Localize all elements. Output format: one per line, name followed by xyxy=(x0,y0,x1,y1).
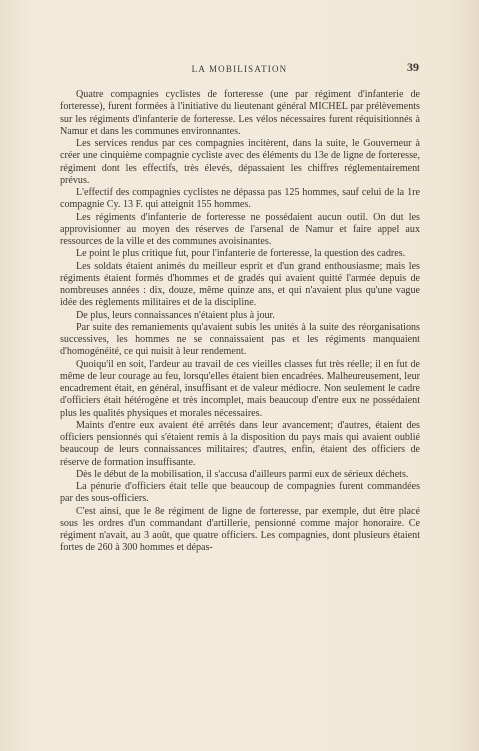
paragraph: Les services rendus par ces compagnies incitèrent, dans la suite, le Gouverneur à créer une cinquième compagnie cycliste avec des éléments du 13e de ligne de forteresse, régiment dont les effectifs, très élevés, dépassaient les chiffres réglementairement prévus. xyxy=(60,138,420,186)
page-number: 39 xyxy=(407,60,419,74)
paragraph: Les régiments d'infanterie de forteresse ne possédaient aucun outil. On dut les approvisionner au moyen des réserves de l'arsenal de Namur et faire appel aux ressources de la ville et des communes avoisinantes. xyxy=(60,211,420,247)
paragraph: Maints d'entre eux avaient été arrêtés dans leur avancement; d'autres, étaient des officiers pensionnés qui s'étaient remis à la disposition du pays mais qui avaient oublié beaucoup de leurs connaissances militaires; d'autres, enfin, étaient des officiers de réserve de formation insuffisante. xyxy=(60,419,420,468)
paragraph: L'effectif des compagnies cyclistes ne dépassa pas 125 hommes, sauf celui de la 1re compagnie Cy. 13 F. qui atteignit 155 hommes. xyxy=(60,187,420,211)
body-text xyxy=(60,89,420,555)
paragraph: Quatre compagnies cyclistes de forteresse (une par régiment d'infanterie de forteresse), furent formées à l'initiative du lieutenant général MICHEL par prélèvements sur les régiments d'infanterie de forteresse. Les vélos nécessaires furent réquisitionnés à Namur et dans les communes environnantes. xyxy=(60,89,420,137)
paragraph: De plus, leurs connaissances n'étaient plus à jour. xyxy=(76,309,275,321)
paragraph: La pénurie d'officiers était telle que beaucoup de compagnies furent commandées par des sous-officiers. xyxy=(60,481,420,505)
page-header xyxy=(0,60,479,78)
paragraph: Les soldats étaient animés du meilleur esprit et d'un grand enthousiasme; mais les régiments étaient formés d'hommes et de gradés qui avaient quitté l'armée depuis de nombreuses années : dix, douze, même quinze ans, et qui n'avaient plus qu'une vague idée des règlements militaires et de la discipline. xyxy=(60,260,420,309)
paragraph: Le point le plus critique fut, pour l'infanterie de forteresse, la question des cadres. xyxy=(76,248,406,260)
paragraph: Par suite des remaniements qu'avaient subis les unités à la suite des réorganisations successives, les hommes ne se connaissaient pas et les régiments manquaient d'homogénéité, ce qui nuisit à leur rendement. xyxy=(60,321,420,358)
paragraph: Quoiqu'il en soit, l'ardeur au travail de ces vieilles classes fut très réelle; il en fut de même de leur courage au feu, lorsqu'elles étaient bien encadrées. Malheureusement, leur encadrement était, en général, insuffisant et de valeur médiocre. Non seulement le cadre d'officiers était hétérogène et très incomplet, mais beaucoup d'entre eux ne possédaient plus les qualités physiques et morales nécessaires. xyxy=(60,358,420,419)
paragraph: Dès le début de la mobilisation, il s'accusa d'ailleurs parmi eux de sérieux déchets. xyxy=(76,468,409,480)
paragraph: C'est ainsi, que le 8e régiment de ligne de forteresse, par exemple, dut être placé sous les ordres d'un commandant d'artillerie, pensionné comme major honoraire. Ce régiment n'avait, au 3 août, que quatre officiers. Les compagnies, dont plusieurs étaient fortes de 260 à 300 hommes et dépas- xyxy=(60,505,420,554)
running-title: LA MOBILISATION xyxy=(191,64,288,74)
